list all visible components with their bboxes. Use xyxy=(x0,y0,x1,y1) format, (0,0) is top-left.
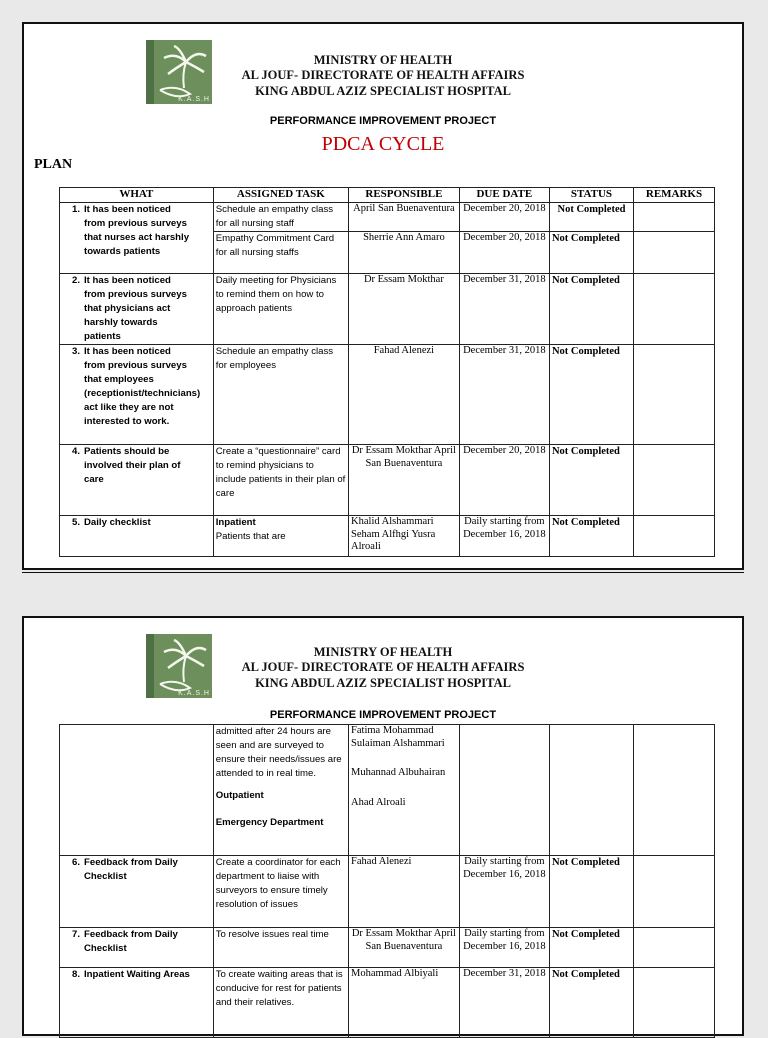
remarks-cell xyxy=(634,928,715,968)
what-cell: 4. Patients should be involved their plan of care xyxy=(60,445,214,516)
what-cell: 3. It has been noticed from previous surveys that employees (receptionist/technicians) act like they are not interested to work. xyxy=(60,345,214,445)
due-date-cell: Daily starting from December 16, 2018 xyxy=(459,516,549,557)
responsible-cell xyxy=(349,725,460,856)
what-cell: 1. It has been noticed from previous surveys that nurses act harshly towards patients xyxy=(60,203,214,274)
remarks-cell xyxy=(634,274,715,345)
status-cell: Not Completed xyxy=(549,232,633,274)
remarks-cell xyxy=(634,345,715,445)
status-cell: Not Completed xyxy=(549,516,633,557)
hospital-title: KING ABDUL AZIZ SPECIALIST HOSPITAL xyxy=(255,676,511,690)
task-text: Patients that are xyxy=(215,531,286,542)
status-cell: Not Completed xyxy=(549,274,633,345)
logo-text: K.A.S.H xyxy=(178,96,210,103)
remarks-cell xyxy=(634,968,715,1038)
task-cell xyxy=(213,725,348,856)
task-cell: Schedule an empathy class for employees xyxy=(213,345,348,445)
plan-label: PLAN xyxy=(34,157,73,172)
document-page-1 xyxy=(22,22,744,570)
responsible-cell: Mohammad Albiyali xyxy=(349,968,460,1038)
remarks-cell xyxy=(634,232,715,274)
due-date-cell: December 20, 2018 xyxy=(459,232,549,274)
task-cell: Create a “questionnaire” card to remind physicians to include patients in their plan of care xyxy=(213,445,348,516)
task-cell: Empathy Commitment Card for all nursing staffs xyxy=(213,232,348,274)
what-cell xyxy=(60,725,214,856)
status-cell: Not Completed xyxy=(549,928,633,968)
task-heading-inpatient: Inpatient xyxy=(215,517,256,528)
responsible-name: Muhannad Albuhairan xyxy=(351,767,446,778)
due-date-cell: Daily starting from December 16, 2018 xyxy=(459,856,549,928)
responsible-cell: April San Buenaventura xyxy=(349,203,460,232)
status-cell xyxy=(549,725,633,856)
task-cell: To create waiting areas that is conducive for rest for patients and their relatives. xyxy=(213,968,348,1038)
table-row xyxy=(60,725,715,856)
remarks-cell xyxy=(634,725,715,856)
status-cell: Not Completed xyxy=(549,856,633,928)
document-page-2 xyxy=(22,616,744,1036)
remarks-cell xyxy=(634,445,715,516)
remarks-cell xyxy=(634,856,715,928)
responsible-cell: Fahad Alenezi xyxy=(349,345,460,445)
responsible-name: Ahad Alroali xyxy=(351,796,406,808)
task-cell: To resolve issues real time xyxy=(213,928,348,968)
plan-table xyxy=(59,187,715,557)
table-row xyxy=(60,856,715,928)
column-header-remarks: REMARKS xyxy=(634,188,715,203)
project-title: PERFORMANCE IMPROVEMENT PROJECT xyxy=(269,115,497,127)
table-row xyxy=(60,968,715,1038)
task-cell: Daily meeting for Physicians to remind them on how to approach patients xyxy=(213,274,348,345)
pdca-title: PDCA CYCLE xyxy=(321,133,445,155)
column-header-responsible: RESPONSIBLE xyxy=(349,188,460,203)
table-row xyxy=(60,274,715,345)
ministry-title: MINISTRY OF HEALTH xyxy=(313,645,453,659)
due-date-cell: Daily starting from December 16, 2018 xyxy=(459,928,549,968)
task-cell: Schedule an empathy class for all nursing staff xyxy=(213,203,348,232)
column-header-task: ASSIGNED TASK xyxy=(213,188,348,203)
table-row xyxy=(60,445,715,516)
column-header-what: WHAT xyxy=(60,188,214,203)
task-heading-outpatient: Outpatient xyxy=(215,790,264,801)
due-date-cell: December 20, 2018 xyxy=(459,203,549,232)
status-cell: Not Completed xyxy=(549,445,633,516)
project-title: PERFORMANCE IMPROVEMENT PROJECT xyxy=(269,709,497,721)
status-cell: Not Completed xyxy=(549,345,633,445)
directorate-title: AL JOUF- DIRECTORATE OF HEALTH AFFAIRS xyxy=(241,660,525,674)
table-row xyxy=(60,345,715,445)
logo-text: K.A.S.H xyxy=(178,690,210,697)
due-date-cell: December 20, 2018 xyxy=(459,445,549,516)
directorate-title: AL JOUF- DIRECTORATE OF HEALTH AFFAIRS xyxy=(241,68,525,82)
task-heading-emergency: Emergency Department xyxy=(215,817,324,828)
task-text: admitted after 24 hours are seen and are surveyed to ensure their needs/issues are attended to in real time. xyxy=(215,726,342,779)
responsible-cell: Sherrie Ann Amaro xyxy=(349,232,460,274)
responsible-name: Fatima Mohammad Sulaiman Alshammari xyxy=(351,725,445,749)
responsible-cell: Fahad Alenezi xyxy=(349,856,460,928)
what-cell: 2. It has been noticed from previous surveys that physicians act harshly towards patients xyxy=(60,274,214,345)
responsible-cell: Dr Essam Mokthar April San Buenaventura xyxy=(349,928,460,968)
table-row xyxy=(60,516,715,557)
column-header-status: STATUS xyxy=(549,188,633,203)
remarks-cell xyxy=(634,516,715,557)
what-cell: 6. Feedback from Daily Checklist xyxy=(60,856,214,928)
table-row xyxy=(60,203,715,232)
task-cell: Create a coordinator for each department to liaise with surveyors to ensure timely resolution of issues xyxy=(213,856,348,928)
table-header-row xyxy=(60,188,715,203)
status-cell: Not Completed xyxy=(549,968,633,1038)
due-date-cell: December 31, 2018 xyxy=(459,274,549,345)
due-date-cell: December 31, 2018 xyxy=(459,968,549,1038)
status-cell: Not Completed xyxy=(549,203,633,232)
responsible-cell: Dr Essam Mokthar xyxy=(349,274,460,345)
task-cell xyxy=(213,516,348,557)
plan-table-continued xyxy=(59,724,715,1038)
due-date-cell: December 31, 2018 xyxy=(459,345,549,445)
what-cell: 7. Feedback from Daily Checklist xyxy=(60,928,214,968)
due-date-cell xyxy=(459,725,549,856)
responsible-cell: Dr Essam Mokthar April San Buenaventura xyxy=(349,445,460,516)
what-cell: 8. Inpatient Waiting Areas xyxy=(60,968,214,1038)
responsible-cell: Khalid Alshammari Seham Alfhgi Yusra Alroali xyxy=(349,516,460,557)
column-header-due-date: DUE DATE xyxy=(459,188,549,203)
remarks-cell xyxy=(634,203,715,232)
what-cell: 5. Daily checklist xyxy=(60,516,214,557)
hospital-title: KING ABDUL AZIZ SPECIALIST HOSPITAL xyxy=(255,84,511,98)
table-row xyxy=(60,928,715,968)
ministry-title: MINISTRY OF HEALTH xyxy=(313,53,453,67)
